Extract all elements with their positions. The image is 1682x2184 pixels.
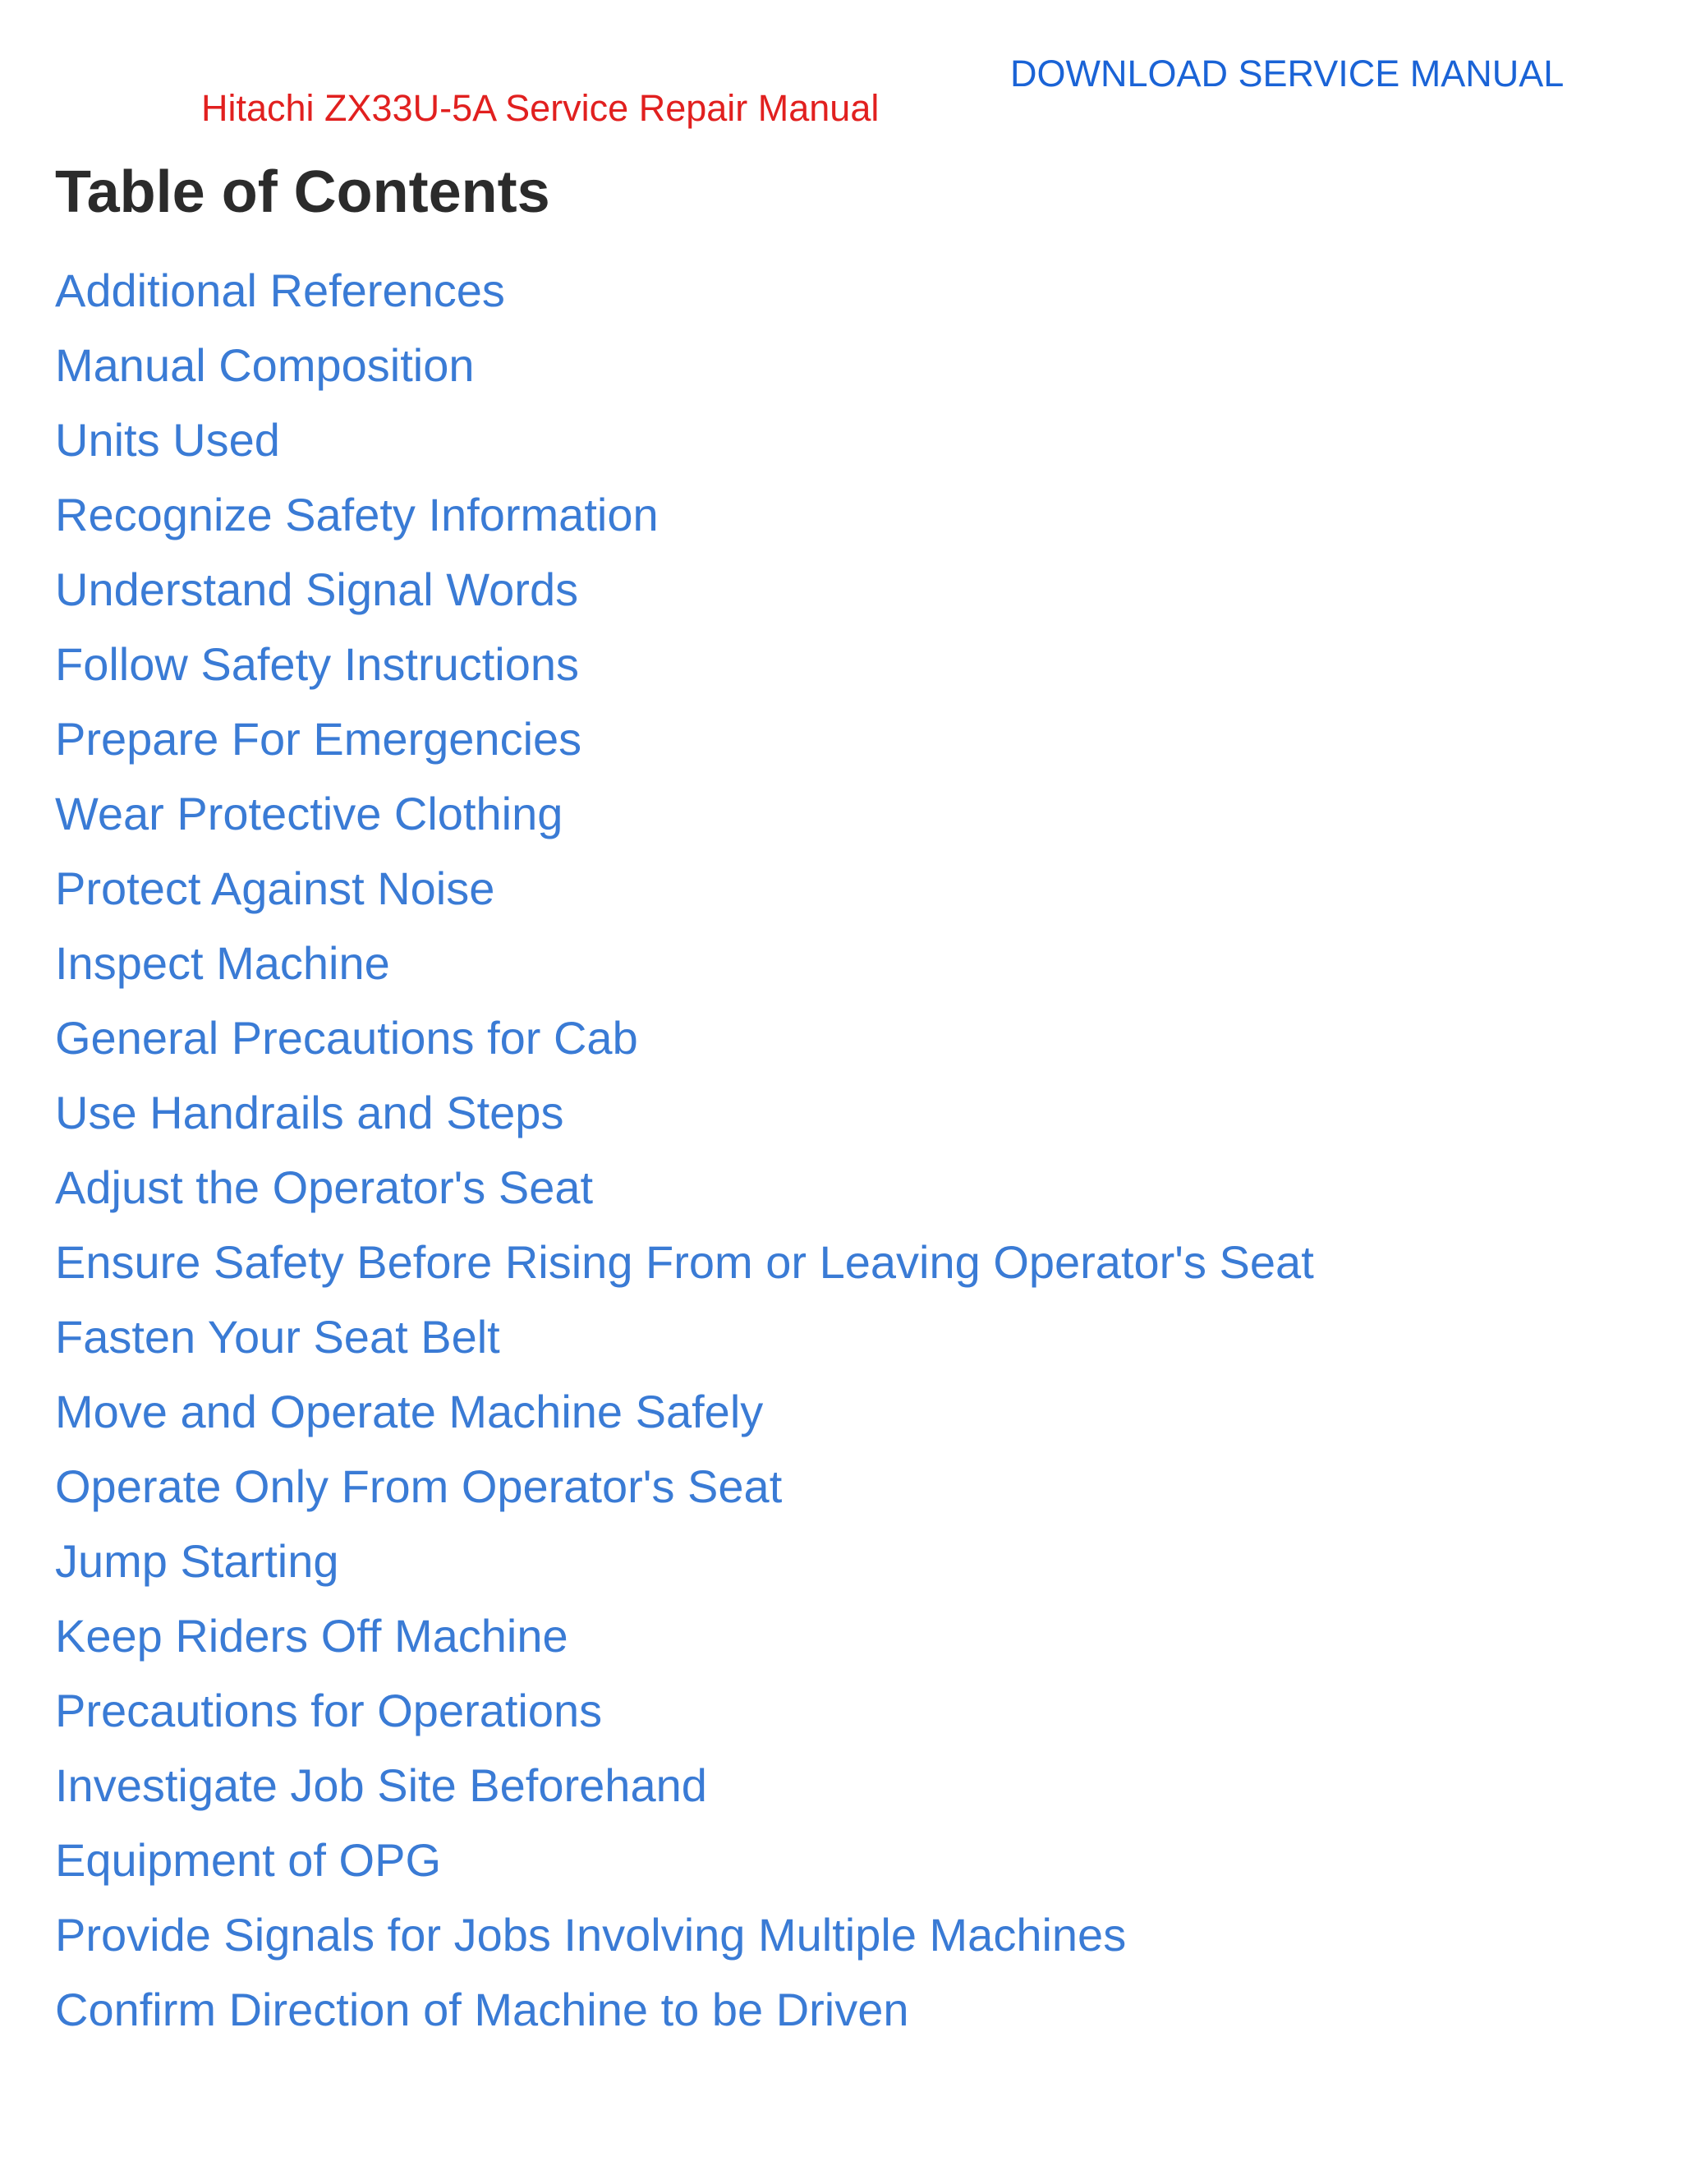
toc-link-units-used[interactable]: Units Used: [55, 414, 280, 466]
toc-link-wear-protective-clothing[interactable]: Wear Protective Clothing: [55, 788, 563, 839]
toc-link-general-precautions-for-cab[interactable]: General Precautions for Cab: [55, 1012, 638, 1064]
toc-link-jump-starting[interactable]: Jump Starting: [55, 1535, 339, 1587]
toc-link-inspect-machine[interactable]: Inspect Machine: [55, 937, 390, 989]
toc-link-provide-signals-multiple-machines[interactable]: Provide Signals for Jobs Involving Multiple Machines: [55, 1909, 1127, 1961]
toc-link-precautions-for-operations[interactable]: Precautions for Operations: [55, 1685, 603, 1736]
toc-link-operate-only-from-operators-seat[interactable]: Operate Only From Operator's Seat: [55, 1460, 783, 1512]
toc-link-additional-references[interactable]: Additional References: [55, 264, 505, 316]
toc-link-confirm-direction-of-machine[interactable]: Confirm Direction of Machine to be Driven: [55, 1984, 909, 2035]
toc-heading: Table of Contents: [55, 159, 550, 225]
toc-list: [55, 253, 1314, 2047]
toc-link-prepare-for-emergencies[interactable]: Prepare For Emergencies: [55, 713, 582, 765]
toc-link-keep-riders-off-machine[interactable]: Keep Riders Off Machine: [55, 1610, 568, 1662]
toc-link-ensure-safety-before-rising[interactable]: Ensure Safety Before Rising From or Leaving Operator's Seat: [55, 1236, 1314, 1288]
toc-link-use-handrails-and-steps[interactable]: Use Handrails and Steps: [55, 1087, 564, 1138]
toc-link-follow-safety-instructions[interactable]: Follow Safety Instructions: [55, 638, 580, 690]
toc-link-protect-against-noise[interactable]: Protect Against Noise: [55, 862, 495, 914]
toc-link-equipment-of-opg[interactable]: Equipment of OPG: [55, 1834, 442, 1886]
toc-link-recognize-safety-information[interactable]: Recognize Safety Information: [55, 489, 659, 540]
toc-link-understand-signal-words[interactable]: Understand Signal Words: [55, 563, 579, 615]
toc-link-manual-composition[interactable]: Manual Composition: [55, 339, 475, 391]
toc-link-investigate-job-site-beforehand[interactable]: Investigate Job Site Beforehand: [55, 1759, 707, 1811]
download-service-manual-link[interactable]: DOWNLOAD SERVICE MANUAL: [1010, 53, 1565, 94]
toc-link-adjust-operators-seat[interactable]: Adjust the Operator's Seat: [55, 1161, 594, 1213]
manual-title: Hitachi ZX33U-5A Service Repair Manual: [201, 87, 880, 129]
toc-link-fasten-your-seat-belt[interactable]: Fasten Your Seat Belt: [55, 1311, 500, 1363]
toc-link-move-and-operate-machine-safely[interactable]: Move and Operate Machine Safely: [55, 1386, 764, 1437]
